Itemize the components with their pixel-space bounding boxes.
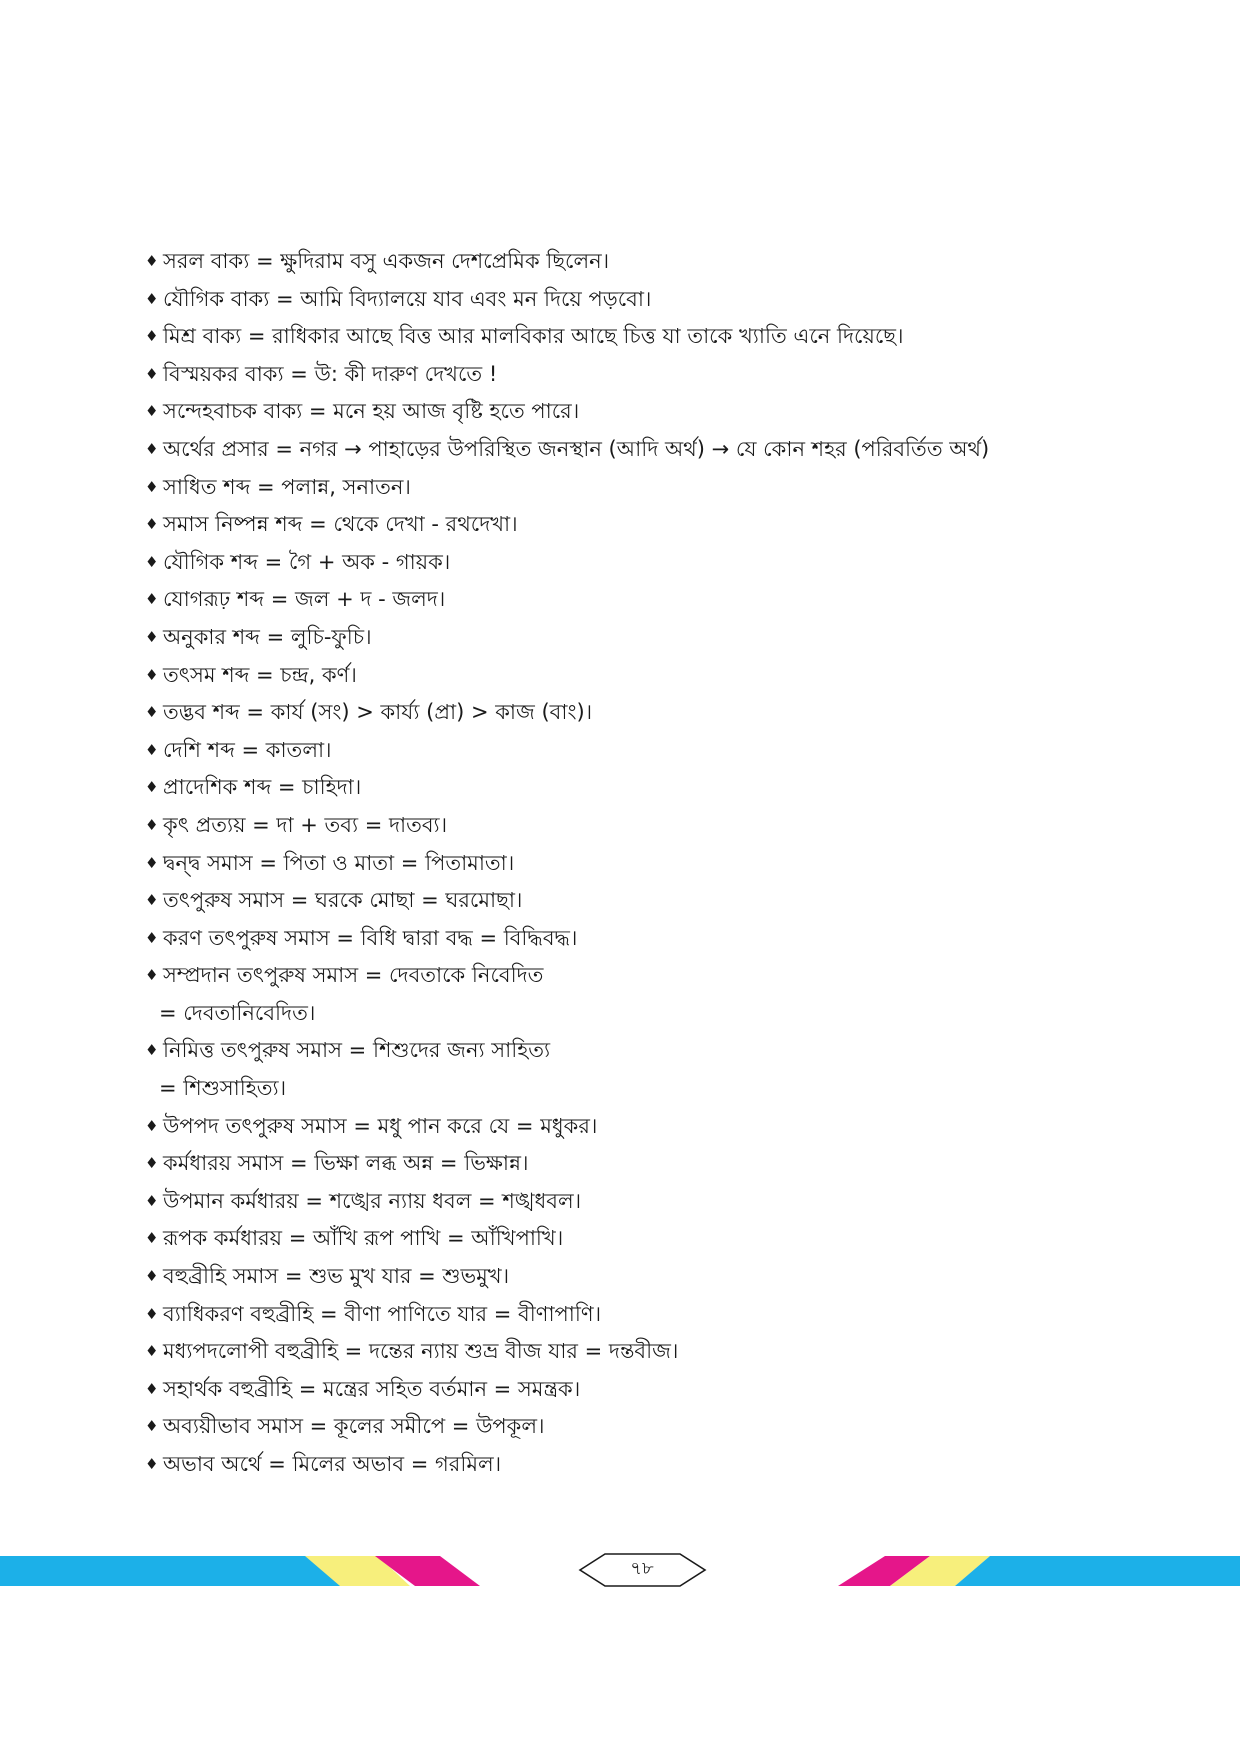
list-item: [145, 957, 1045, 995]
diamond-bullet-icon: ♦: [145, 364, 159, 383]
list-item-text: করণ তৎপুরুষ সমাস = বিধি দ্বারা বদ্ধ = বিদ্ধিবদ্ধ।: [163, 925, 578, 950]
diamond-bullet-icon: ♦: [145, 1342, 159, 1361]
list-item: [145, 619, 1045, 657]
diamond-bullet-icon: ♦: [145, 928, 159, 947]
list-item-text: অব্যয়ীভাব সমাস = কূলের সমীপে = উপকূল।: [163, 1414, 545, 1439]
list-item-text: সহার্থক বহুব্রীহি = মন্ত্রের সহিত বর্তমান = সমন্ত্রক।: [163, 1376, 581, 1401]
diamond-bullet-icon: ♦: [145, 815, 159, 834]
list-item: [145, 393, 1045, 431]
diamond-bullet-icon: ♦: [145, 703, 159, 722]
diamond-bullet-icon: ♦: [145, 590, 159, 609]
list-item: [145, 807, 1045, 845]
list-item: [145, 1220, 1045, 1258]
list-item-text: নিমিত্ত তৎপুরুষ সমাস = শিশুদের জন্য সাহিত্য: [163, 1038, 551, 1063]
list-item-text: রূপক কর্মধারয় = আঁখি রূপ পাখি = আঁখিপাখি।: [163, 1226, 564, 1251]
diamond-bullet-icon: ♦: [145, 853, 159, 872]
list-item-text: অর্থের প্রসার = নগর → পাহাড়ের উপরিস্থিত জনস্থান (আদি অর্থ) → যে কোন শহর (পরিবর্তিত অর্থ): [163, 436, 990, 461]
list-item: [145, 1446, 1045, 1484]
notes-list: [145, 243, 1045, 1484]
list-item-text: ব্যাধিকরণ বহুব্রীহি = বীণা পাণিতে যার = বীণাপাণি।: [163, 1301, 602, 1326]
list-item: [145, 1371, 1045, 1409]
right-cyan-band: [955, 1556, 1240, 1586]
list-item: [145, 1408, 1045, 1446]
diamond-bullet-icon: ♦: [145, 1041, 159, 1060]
list-item-text: সন্দেহবাচক বাক্য = মনে হয় আজ বৃষ্টি হতে পারে।: [163, 399, 580, 424]
diamond-bullet-icon: ♦: [145, 515, 159, 534]
list-item-text: সমাস নিষ্পন্ন শব্দ = থেকে দেখা - রথদেখা।: [163, 512, 518, 537]
list-item: [145, 1296, 1045, 1334]
diamond-bullet-icon: ♦: [145, 289, 159, 308]
list-item: [145, 581, 1045, 619]
diamond-bullet-icon: ♦: [145, 439, 159, 458]
list-item-text: দ্বন্দ্ব সমাস = পিতা ও মাতা = পিতামাতা।: [163, 850, 515, 875]
diamond-bullet-icon: ♦: [145, 891, 159, 910]
list-item-text: যৌগিক শব্দ = গৈ + অক - গায়ক।: [163, 549, 451, 574]
list-item: [145, 506, 1045, 544]
diamond-bullet-icon: ♦: [145, 1304, 159, 1323]
list-item: [145, 431, 1045, 469]
list-item: [145, 1032, 1045, 1070]
diamond-bullet-icon: ♦: [145, 1229, 159, 1248]
diamond-bullet-icon: ♦: [145, 1191, 159, 1210]
list-item-text: যৌগিক বাক্য = আমি বিদ্যালয়ে যাব এবং মন দিয়ে পড়বো।: [163, 286, 652, 311]
list-item-text: বহুব্রীহি সমাস = শুভ মুখ যার = শুভমুখ।: [163, 1264, 510, 1289]
list-item-text: সম্প্রদান তৎপুরুষ সমাস = দেবতাকে নিবেদিত: [163, 963, 544, 988]
list-item-text: কৃৎ প্রত্যয় = দা + তব্য = দাতব্য।: [163, 812, 448, 837]
list-item-text: উপপদ তৎপুরুষ সমাস = মধু পান করে যে = মধুকর।: [163, 1113, 598, 1138]
list-item: [145, 694, 1045, 732]
list-item-text: দেশি শব্দ = কাতলা।: [163, 737, 332, 762]
list-item: [145, 243, 1045, 281]
diamond-bullet-icon: ♦: [145, 1455, 159, 1473]
diamond-bullet-icon: ♦: [145, 402, 159, 421]
diamond-bullet-icon: ♦: [145, 778, 159, 797]
list-item-text: মধ্যপদলোপী বহুব্রীহি = দন্তের ন্যায় শুভ্র বীজ যার = দন্তবীজ।: [163, 1339, 679, 1364]
list-item: [145, 920, 1045, 958]
diamond-bullet-icon: ♦: [145, 1417, 159, 1436]
list-item: [145, 469, 1045, 507]
list-item-continuation: [145, 1070, 1045, 1108]
list-item-text: অভাব অর্থে = মিলের অভাব = গরমিল।: [163, 1452, 502, 1476]
list-item-text: যোগরূঢ় শব্দ = জল + দ - জলদ।: [163, 587, 446, 612]
diamond-bullet-icon: ♦: [145, 740, 159, 759]
list-item-text: তৎসম শব্দ = চন্দ্র, কর্ণ।: [163, 662, 357, 687]
list-item: [145, 318, 1045, 356]
list-item-text: = দেবতানিবেদিত।: [159, 1000, 316, 1025]
list-item: [145, 882, 1045, 920]
diamond-bullet-icon: ♦: [145, 477, 159, 496]
list-item: [145, 544, 1045, 582]
list-item: [145, 1258, 1045, 1296]
list-item-text: বিস্ময়কর বাক্য = উ: কী দারুণ দেখতে !: [163, 361, 498, 386]
list-item: [145, 1183, 1045, 1221]
list-item: [145, 845, 1045, 883]
diamond-bullet-icon: ♦: [145, 665, 159, 684]
list-item-text: মিশ্র বাক্য = রাধিকার আছে বিত্ত আর মালবিকার আছে চিত্ত যা তাকে খ্যাতি এনে দিয়েছে।: [163, 324, 904, 349]
list-item-continuation: [145, 995, 1045, 1033]
diamond-bullet-icon: ♦: [145, 252, 159, 270]
list-item: [145, 1108, 1045, 1146]
list-item-text: = শিশুসাহিত্য।: [159, 1076, 287, 1101]
list-item: [145, 1333, 1045, 1371]
list-item-text: তৎপুরুষ সমাস = ঘরকে মোছা = ঘরমোছা।: [163, 888, 523, 913]
list-item: [145, 281, 1045, 319]
list-item-text: সরল বাক্য = ক্ষুদিরাম বসু একজন দেশপ্রেমিক ছিলেন।: [163, 249, 610, 273]
list-item: [145, 1145, 1045, 1183]
list-item-text: উপমান কর্মধারয় = শঙ্খের ন্যায় ধবল = শঙ্খধবল।: [163, 1188, 582, 1213]
list-item: [145, 657, 1045, 695]
list-item: [145, 769, 1045, 807]
list-item: [145, 356, 1045, 394]
diamond-bullet-icon: ♦: [145, 627, 159, 646]
diamond-bullet-icon: ♦: [145, 552, 159, 571]
page-number: ৭৮: [630, 1558, 654, 1579]
diamond-bullet-icon: ♦: [145, 327, 159, 346]
diamond-bullet-icon: ♦: [145, 1116, 159, 1135]
diamond-bullet-icon: ♦: [145, 1267, 159, 1286]
diamond-bullet-icon: ♦: [145, 1154, 159, 1173]
list-item-text: কর্মধারয় সমাস = ভিক্ষা লব্ধ অন্ন = ভিক্ষান্ন।: [163, 1151, 529, 1176]
list-item-text: অনুকার শব্দ = লুচি-ফুচি।: [163, 624, 372, 649]
list-item-text: প্রাদেশিক শব্দ = চাহিদা।: [163, 775, 362, 800]
list-item: [145, 732, 1045, 770]
diamond-bullet-icon: ♦: [145, 1379, 159, 1398]
list-item-text: তদ্ভব শব্দ = কার্য (সং) > কার্য্য (প্রা) > কাজ (বাং)।: [163, 700, 593, 725]
diamond-bullet-icon: ♦: [145, 966, 159, 985]
list-item-text: সাধিত শব্দ = পলান্ন, সনাতন।: [163, 474, 411, 499]
